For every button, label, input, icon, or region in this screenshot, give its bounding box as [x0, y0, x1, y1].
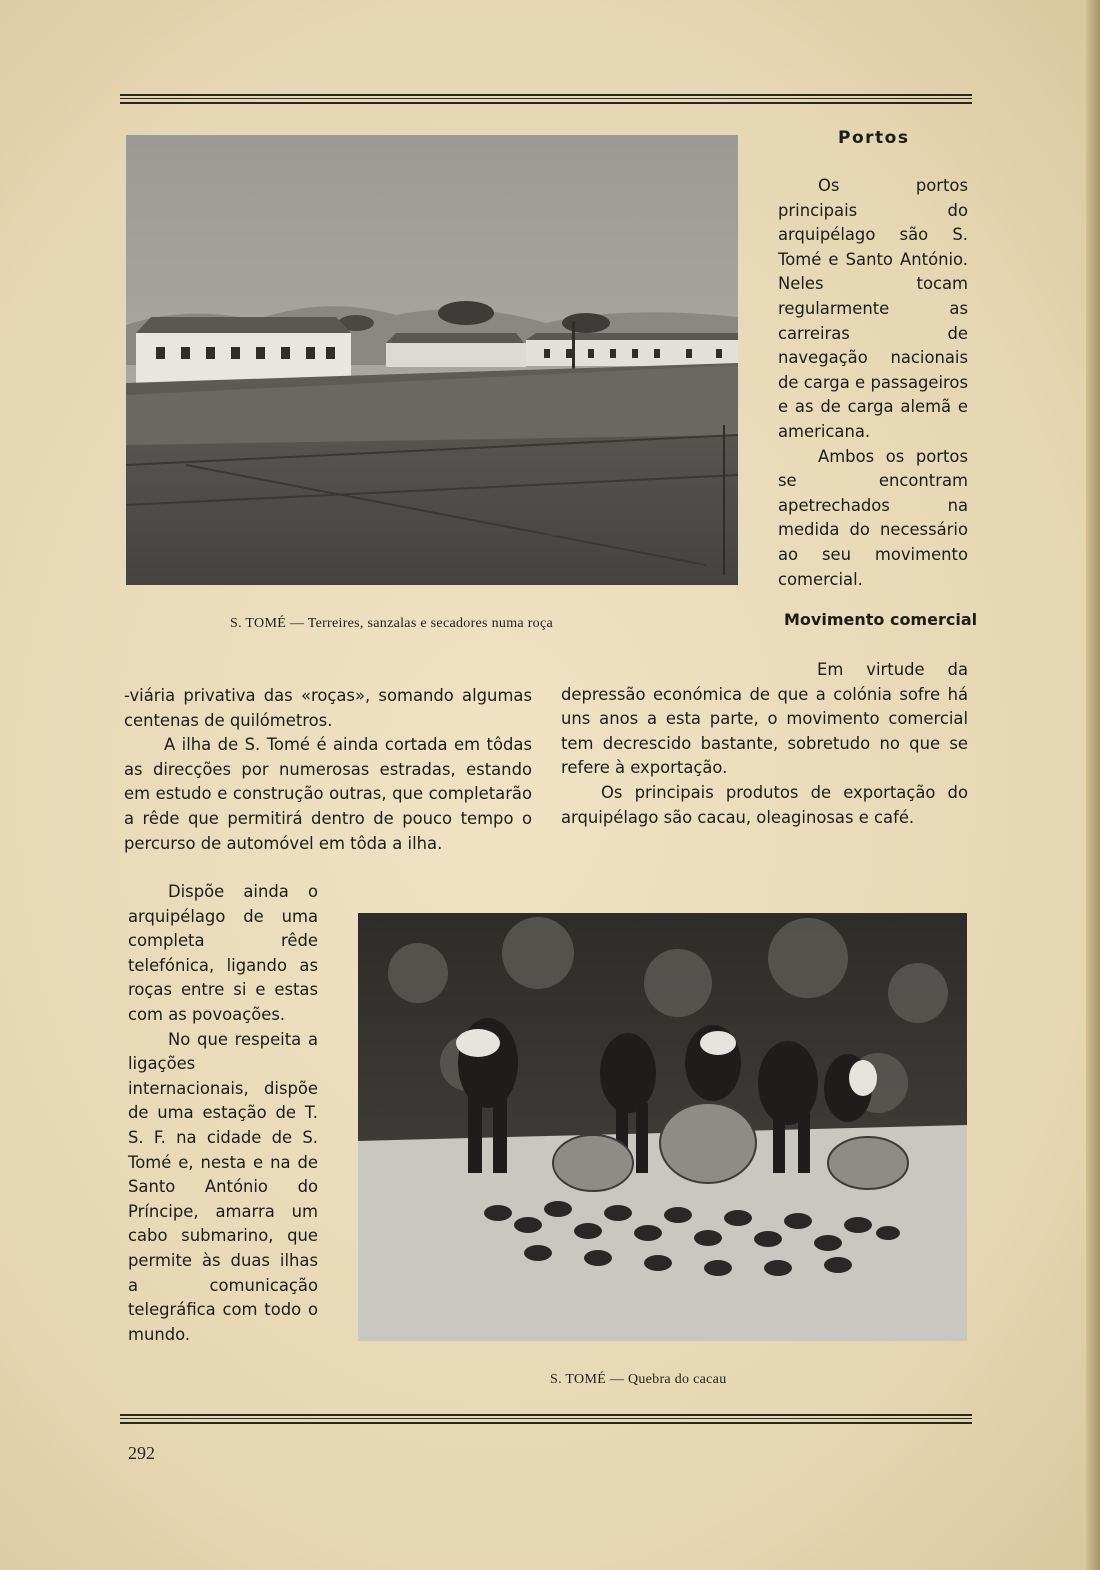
top-photo [126, 135, 738, 585]
left-paragraph-1: -viária privativa das «roças», somando algumas centenas de quilómetros. [124, 686, 532, 730]
portos-text [778, 174, 968, 592]
portos-heading: Portos [838, 128, 910, 148]
narrow-column-text [128, 880, 318, 1347]
page-number: 292 [128, 1443, 155, 1463]
narrow-paragraph-1: Dispõe ainda o arquipélago de uma completa rêde telefónica, ligando as roças entre si e estas com as povoações. [128, 882, 318, 1024]
bottom-photo [358, 913, 967, 1341]
portos-paragraph-1: Os portos principais do arquipélago são S. Tomé e Santo António. Neles tocam regularmente as carreiras de navegação nacionais de carga e passageiros e as de carga alemã e americana. [778, 176, 968, 441]
left-paragraph-2: A ilha de S. Tomé é ainda cortada em tôdas as direcções por numerosas estradas, estando em estudo e construção outras, que completarão a rêde que permitirá dentro de pouco tempo o percurso de automóvel em tôda a ilha. [124, 735, 532, 853]
portos-paragraph-2: Ambos os portos se encontram apetrechados na medida do necessário ao seu movimento comercial. [778, 446, 968, 589]
movimento-text [561, 658, 968, 830]
bottom-rule [120, 1414, 972, 1426]
left-column-text [124, 684, 532, 856]
narrow-paragraph-2: No que respeita a ligações internacionais, dispõe de uma estação de T. S. F. na cidade de S. Tomé e, nesta e na de Santo António do Príncipe, amarra um cabo submarino, que permite às duas ilhas a comunicação telegráfica com todo o mundo. [128, 1029, 318, 1344]
movimento-paragraph-1: Em virtude da depressão económica de que a colónia sofre há uns anos a esta parte, o movimento comercial tem decrescido bastante, sobretudo no que se refere à exportação. [561, 660, 968, 778]
page-edge [1086, 0, 1100, 1570]
top-photo-caption: S. TOMÉ — Terreires, sanzalas e secadores numa roça [230, 616, 553, 631]
movimento-heading: Movimento comercial [784, 610, 978, 629]
top-rule [120, 94, 972, 106]
bottom-photo-caption: S. TOMÉ — Quebra do cacau [550, 1372, 727, 1387]
movimento-paragraph-2: Os principais produtos de exportação do arquipélago são cacau, oleaginosas e café. [561, 782, 968, 827]
